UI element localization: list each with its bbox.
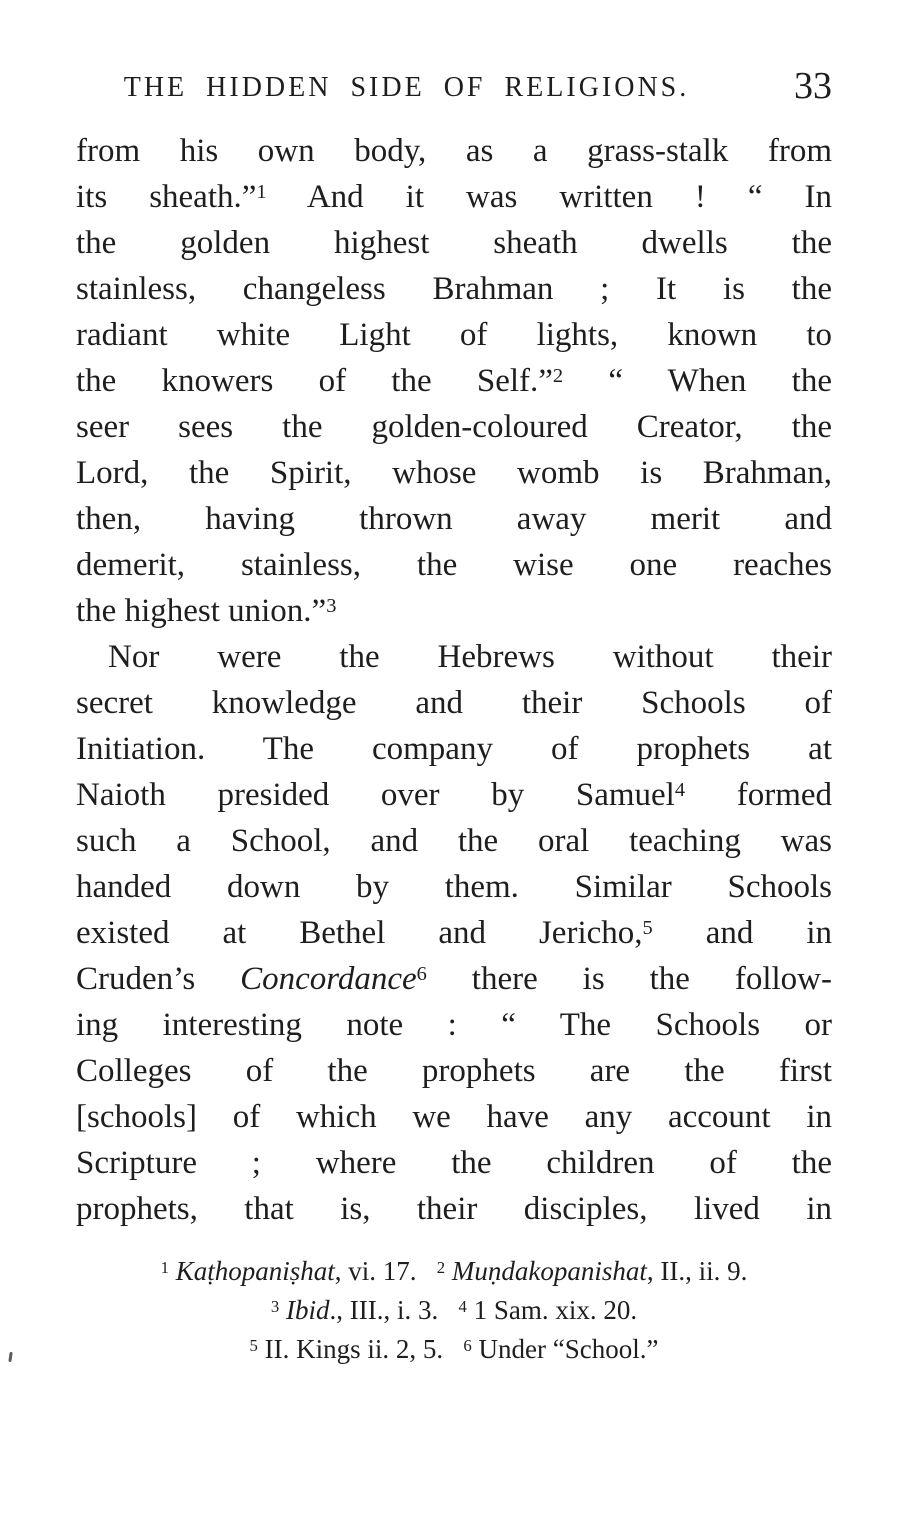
text-line bbox=[76, 910, 832, 956]
text-line bbox=[76, 1186, 832, 1232]
text-segment: such a School, and the oral teaching was bbox=[76, 823, 832, 859]
text-segment: 1 Sam. xix. 20. bbox=[466, 1295, 638, 1325]
footnotes bbox=[60, 1252, 848, 1369]
text-segment: Lord, the Spirit, whose womb is Brahman, bbox=[76, 455, 832, 491]
text-segment: Nor were the Hebrews without their bbox=[108, 639, 832, 675]
footnote-ref: 3 bbox=[270, 1296, 280, 1316]
text-segment: Naioth presided over by Samuel bbox=[76, 777, 675, 813]
text-line bbox=[76, 956, 832, 1002]
text-line bbox=[76, 1094, 832, 1140]
text-segment: demerit, stainless, the wise one reaches bbox=[76, 547, 832, 583]
text-segment: there is the follow- bbox=[426, 961, 832, 997]
text-segment: Scripture ; where the children of the bbox=[76, 1145, 832, 1181]
italic-text-segment: Kaṭhopaniṣhat bbox=[175, 1256, 335, 1286]
text-segment: Cruden’s bbox=[76, 961, 241, 997]
text-segment: seer sees the golden-coloured Creator, the bbox=[76, 409, 832, 445]
text-line bbox=[76, 726, 832, 772]
text-segment: [schools] of which we have any account in bbox=[76, 1099, 832, 1135]
footnote-line bbox=[60, 1291, 848, 1330]
footnote-ref: 2 bbox=[436, 1257, 446, 1277]
text-segment: its sheath.” bbox=[76, 179, 257, 215]
text-segment: from his own body, as a grass-stalk from bbox=[76, 133, 832, 169]
italic-text-segment: Muṇdakopanishat bbox=[451, 1256, 647, 1286]
text-line bbox=[76, 680, 832, 726]
text-line bbox=[76, 588, 832, 634]
page-number: 33 bbox=[794, 65, 832, 107]
italic-text-segment: Ibid bbox=[286, 1295, 330, 1325]
text-segment: radiant white Light of lights, known to bbox=[76, 317, 832, 353]
ink-speck-artifact bbox=[8, 1352, 12, 1362]
text-line bbox=[76, 220, 832, 266]
footnote-line bbox=[60, 1252, 848, 1291]
text-line bbox=[76, 174, 832, 220]
text-line bbox=[76, 496, 832, 542]
text-line bbox=[76, 634, 832, 680]
text-segment: ing interesting note : “ The Schools or bbox=[76, 1007, 832, 1043]
text-segment: ., III., i. 3. bbox=[329, 1295, 459, 1325]
text-segment bbox=[169, 1256, 176, 1286]
text-segment: Under “School.” bbox=[471, 1334, 659, 1364]
text-segment bbox=[445, 1256, 452, 1286]
text-line bbox=[76, 542, 832, 588]
body-text bbox=[76, 128, 832, 1232]
footnote-ref: 6 bbox=[416, 963, 427, 986]
text-segment: handed down by them. Similar Schools bbox=[76, 869, 832, 905]
italic-text-segment: Concordance bbox=[240, 961, 417, 997]
text-segment: Initiation. The company of prophets at bbox=[76, 731, 832, 767]
text-segment: Colleges of the prophets are the first bbox=[76, 1053, 832, 1089]
text-segment: then, having thrown away merit and bbox=[76, 501, 832, 537]
footnote-ref: 4 bbox=[458, 1296, 467, 1316]
footnote-ref: 5 bbox=[642, 917, 653, 940]
footnote-ref: 1 bbox=[160, 1257, 169, 1277]
text-segment: prophets, that is, their disciples, lived in bbox=[76, 1191, 832, 1227]
text-segment: and in bbox=[652, 915, 832, 951]
text-segment: II. Kings ii. 2, 5. bbox=[257, 1334, 464, 1364]
text-segment: the highest union.” bbox=[76, 593, 327, 629]
text-line bbox=[76, 358, 832, 404]
footnote-line bbox=[60, 1330, 848, 1369]
text-segment: secret knowledge and their Schools of bbox=[76, 685, 832, 721]
footnote-ref: 5 bbox=[249, 1335, 258, 1355]
page-title: THE HIDDEN SIDE OF RELIGIONS. bbox=[123, 72, 690, 103]
text-line bbox=[76, 1048, 832, 1094]
text-line bbox=[76, 450, 832, 496]
text-segment: stainless, changeless Brahman ; It is the bbox=[76, 271, 832, 307]
text-line bbox=[76, 128, 832, 174]
text-line bbox=[76, 1140, 832, 1186]
footnote-ref: 3 bbox=[326, 595, 337, 618]
text-line bbox=[76, 818, 832, 864]
footnote-ref: 6 bbox=[463, 1335, 472, 1355]
text-line bbox=[76, 772, 832, 818]
text-line bbox=[76, 404, 832, 450]
text-segment: the golden highest sheath dwells the bbox=[76, 225, 832, 261]
text-segment: existed at Bethel and Jericho, bbox=[76, 915, 643, 951]
footnote-ref: 2 bbox=[552, 365, 564, 388]
text-segment: the knowers of the Self.” bbox=[76, 363, 553, 399]
running-header bbox=[76, 66, 832, 110]
text-segment: , II., ii. 9. bbox=[646, 1256, 748, 1286]
footnote-ref: 4 bbox=[674, 779, 686, 802]
text-line bbox=[76, 1002, 832, 1048]
text-line bbox=[76, 266, 832, 312]
text-segment bbox=[279, 1295, 286, 1325]
text-line bbox=[76, 864, 832, 910]
text-line bbox=[76, 312, 832, 358]
text-segment: , vi. 17. bbox=[334, 1256, 437, 1286]
text-segment: formed bbox=[685, 777, 833, 813]
text-segment: And it was written ! “ In bbox=[266, 179, 832, 215]
text-segment: “ When the bbox=[563, 363, 832, 399]
footnote-ref: 1 bbox=[256, 181, 267, 204]
